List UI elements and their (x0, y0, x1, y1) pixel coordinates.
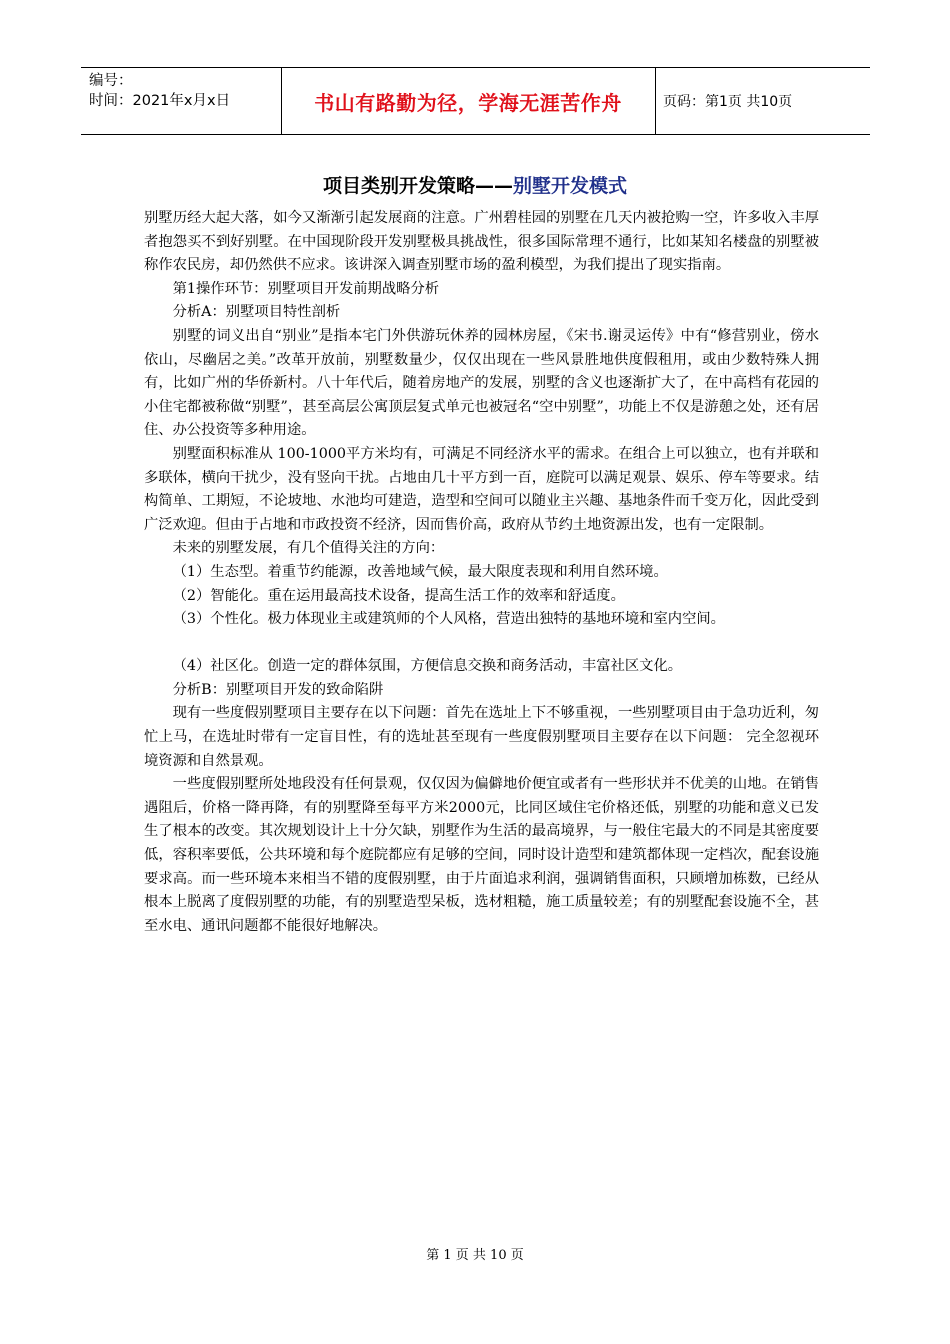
document-date-label: 时间：2021年x月x日 (89, 93, 231, 109)
paragraph-spacer (144, 632, 819, 656)
subsection-heading-b: 分析B：别墅项目开发的致命陷阱 (172, 681, 384, 698)
list-item: （4）社区化。创造一定的群体氛围，方便信息交换和商务活动，丰富社区文化。 (172, 658, 683, 675)
list-item: （1）生态型。着重节约能源，改善地域气候，最大限度表现和利用自然环境。 (172, 563, 668, 580)
header-motto: 书山有路勤为径，学海无涯苦作舟 (314, 90, 622, 115)
paragraph: 别墅的词义出自“别业”是指本宅门外供游玩休养的园林房屋，《宋书.谢灵运传》中有“修营别业，傍水依山，尽幽居之美。”改革开放前，别墅数量少，仅仅出现在一些风景胜地供度假租用，或由少数特殊人拥有，比如广州的华侨新村。八十年代后，随着房地产的发展，别墅的含义也逐渐扩大了，在中高档有花园的小住宅都被称做“别墅”，甚至高层公寓顶层复式单元也被冠名“空中别墅”，功能上不仅是游憩之处，还有居住、办公投资等多种用途。 (144, 327, 819, 439)
header-divider-right (655, 67, 656, 135)
subsection-heading-a: 分析A：别墅项目特性剖析 (172, 304, 341, 321)
header-meta (89, 71, 230, 111)
page-header (81, 67, 870, 135)
list-item: （3）个性化。极力体现业主或建筑师的个人风格，营造出独特的基地环境和室内空间。 (172, 611, 725, 628)
section-heading-1: 第1操作环节：别墅项目开发前期战略分析 (172, 280, 440, 297)
title-accent: 别墅开发模式 (513, 175, 628, 197)
title-main: 项目类别开发策略—— (322, 175, 513, 197)
list-item: （2）智能化。重在运用最高技术设备，提高生活工作的效率和舒适度。 (172, 587, 625, 604)
paragraph-intro: 别墅历经大起大落，如今又渐渐引起发展商的注意。广州碧桂园的别墅在几天内被抢购一空，许多收入丰厚者抱怨买不到好别墅。在中国现阶段开发别墅极具挑战性，很多国际常理不通行，比如某知名楼盘的别墅被称作农民房，却仍然供不应求。该讲深入调查别墅市场的盈利模型，为我们提出了现实指南。 (144, 210, 819, 274)
paragraph: 一些度假别墅所处地段没有任何景观，仅仅因为偏僻地价便宜或者有一些形状并不优美的山地。在销售遇阻后，价格一降再降，有的别墅降至每平方米2000元，比同区域住宅价格还低，别墅的功能和意义已发生了根本的改变。其次规划设计上十分欠缺，别墅作为生活的最高境界，与一般住宅最大的不同是其密度要低，容积率要低，公共环境和每个庭院都应有足够的空间，同时设计造型和建筑都体现一定档次，配套设施要求高。而一些环境本来相当不错的度假别墅，由于片面追求利润，强调销售面积，只顾增加栋数，已经从根本上脱离了度假别墅的功能，有的别墅造型呆板，选材粗糙，施工质量较差；有的别墅配套设施不全，甚至水电、通讯问题都不能很好地解决。 (144, 776, 819, 934)
document-body (144, 207, 819, 938)
paragraph: 未来的别墅发展，有几个值得关注的方向： (172, 540, 445, 557)
page-footer: 第 1 页 共 10 页 (426, 1248, 524, 1263)
header-page-info: 页码：第1页 共10页 (663, 94, 793, 110)
paragraph: 现有一些度假别墅项目主要存在以下问题：首先在选址上下不够重视，一些别墅项目由于急功近利，匆忙上马，在选址时带有一定盲目性，有的选址甚至现有一些度假别墅项目主要存在以下问题： 完全忽视环境资源和自然景观。 (144, 705, 819, 769)
paragraph: 别墅面积标准从 100-1000平方米均有，可满足不同经济水平的需求。在组合上可以独立，也有并联和多联体，横向干扰少，没有竖向干扰。占地由几十平方到一百，庭院可以满足观景、娱乐、停车等要求。结构简单、工期短，不论坡地、水池均可建造，造型和空间可以随业主兴趣、基地条件而千变万化，因此受到广泛欢迎。但由于占地和市政投资不经济，因而售价高，政府从节约土地资源出发，也有一定限制。 (144, 445, 819, 533)
document-number-label: 编号： (89, 73, 133, 89)
document-title (0, 171, 950, 198)
